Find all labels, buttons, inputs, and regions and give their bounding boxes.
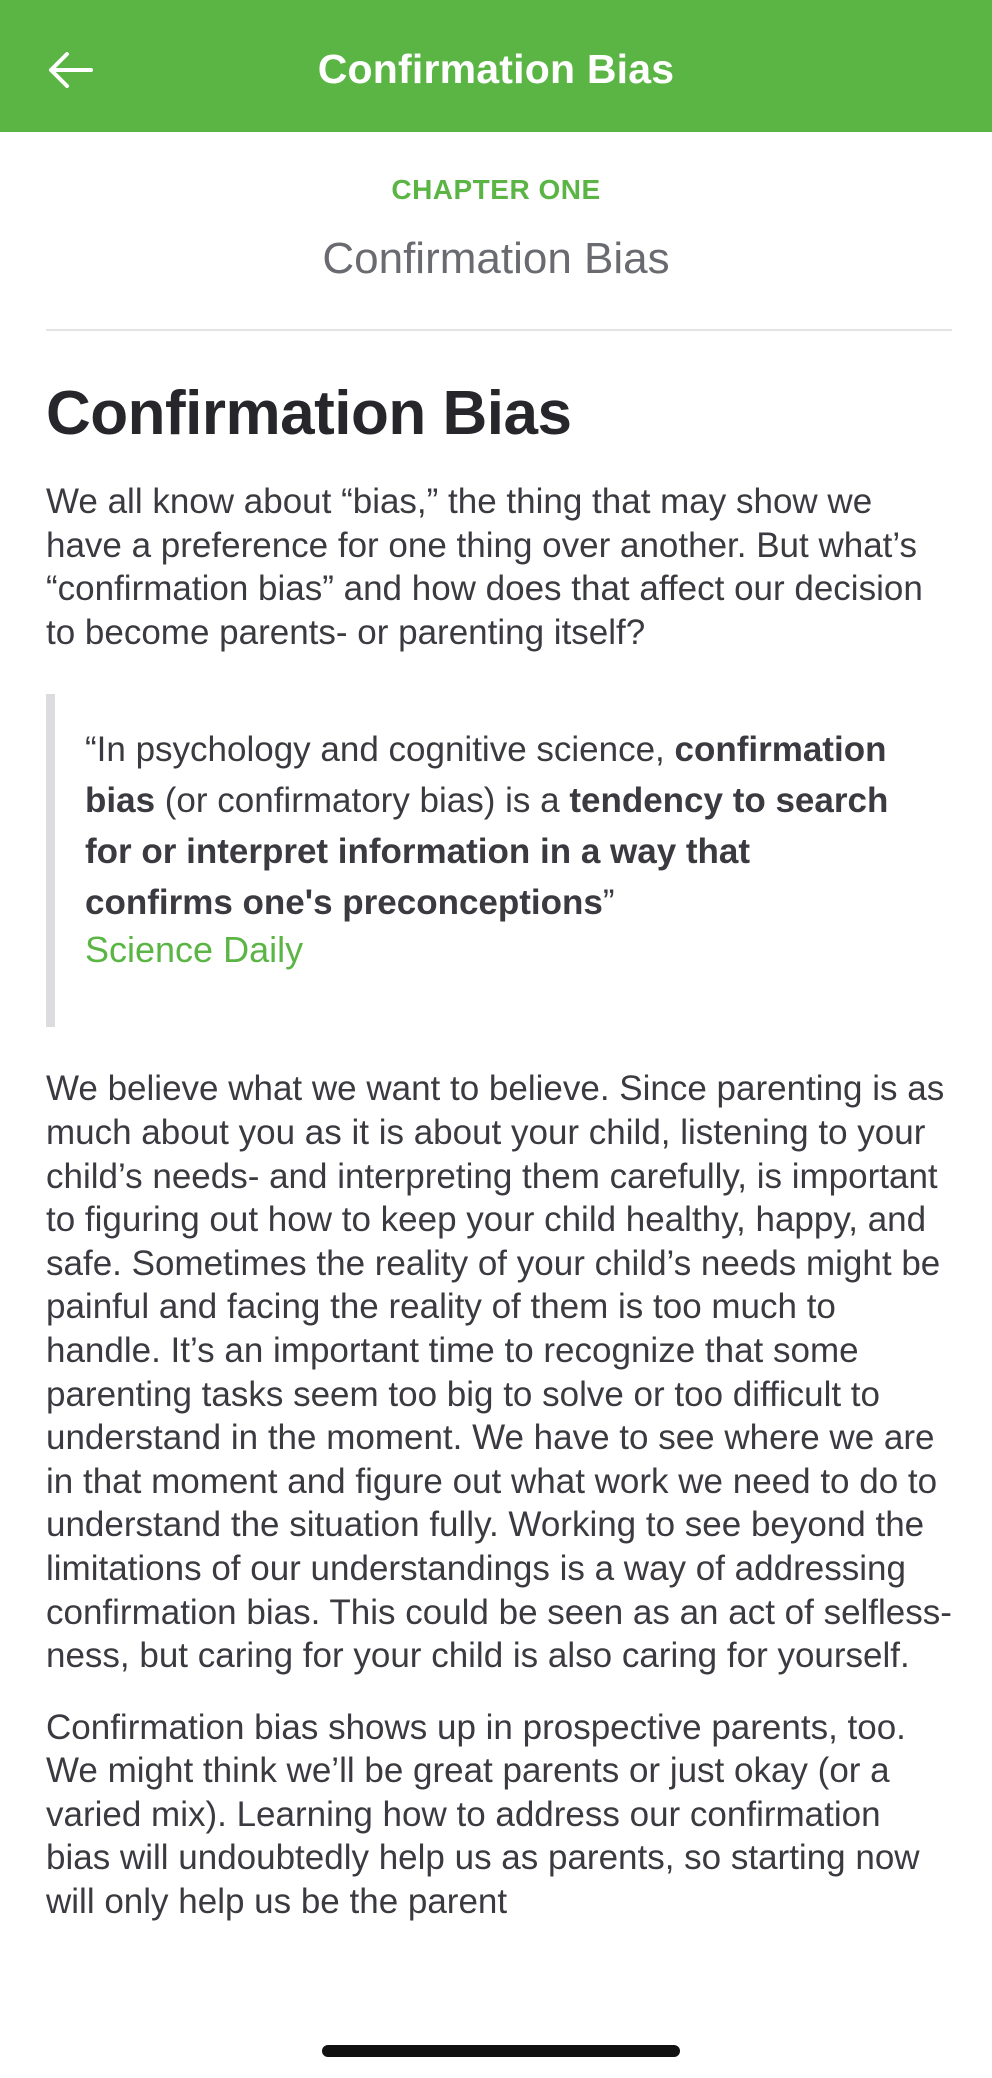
article-content: [46, 374, 954, 1924]
body-paragraph: We believe what we want to believe. Since parenting is as much about you as it is about your child, listening to your child’s needs- and interpreting them carefully, is important to figuring out how to keep your child healthy, happy, and safe. Sometimes the reality of your child’s needs might be painful and facing the reality of them is too much to handle. It’s an important time to recognize that some parenting tasks seem too big to solve or too difficult to understand in the moment. We have to see where we are in that moment and figure out what work we need to do to understand the situation fully. Working to see beyond the limitations of our understandings is a way of addressing confirmation bias. This could be seen as an act of selflessness, but caring for your child is also caring for yourself.: [46, 1069, 952, 1676]
chapter-title: Confirmation Bias: [322, 234, 670, 283]
quote-emphasis: tendency to search for or interpret information in a way that confirms one's preconceptions: [85, 781, 889, 923]
body-paragraph: Confirmation bias shows up in prospective parents, too. We might think we’ll be great parents or just okay (or a varied mix). Learning how to address our confirmation bias will undoubtedly help us as parents, so starting now will only help us be the parent: [46, 1707, 920, 1922]
quote-text-part: (or confirmatory bias) is a: [155, 781, 570, 821]
blockquote: [46, 694, 914, 1027]
divider: [46, 329, 952, 331]
home-indicator[interactable]: [322, 2045, 680, 2057]
quote-text-part: ”: [602, 883, 615, 923]
quote-emphasis: confirmation bias: [85, 730, 887, 821]
header-title: Confirmation Bias: [317, 46, 675, 92]
quote-text-part: “In psychology and cognitive science,: [85, 730, 675, 770]
app-header: [0, 0, 992, 132]
article-heading: Confirmation Bias: [46, 379, 572, 448]
intro-paragraph: We all know about “bias,” the thing that may show we have a preference for one thing over another. But what’s “confirmation bias” and how does that affect our decision to become parents- or parenting itself?: [46, 482, 923, 652]
quote-text: [85, 724, 904, 928]
quote-source-link[interactable]: Science Daily: [85, 929, 304, 971]
chapter-label: CHAPTER ONE: [391, 174, 601, 205]
